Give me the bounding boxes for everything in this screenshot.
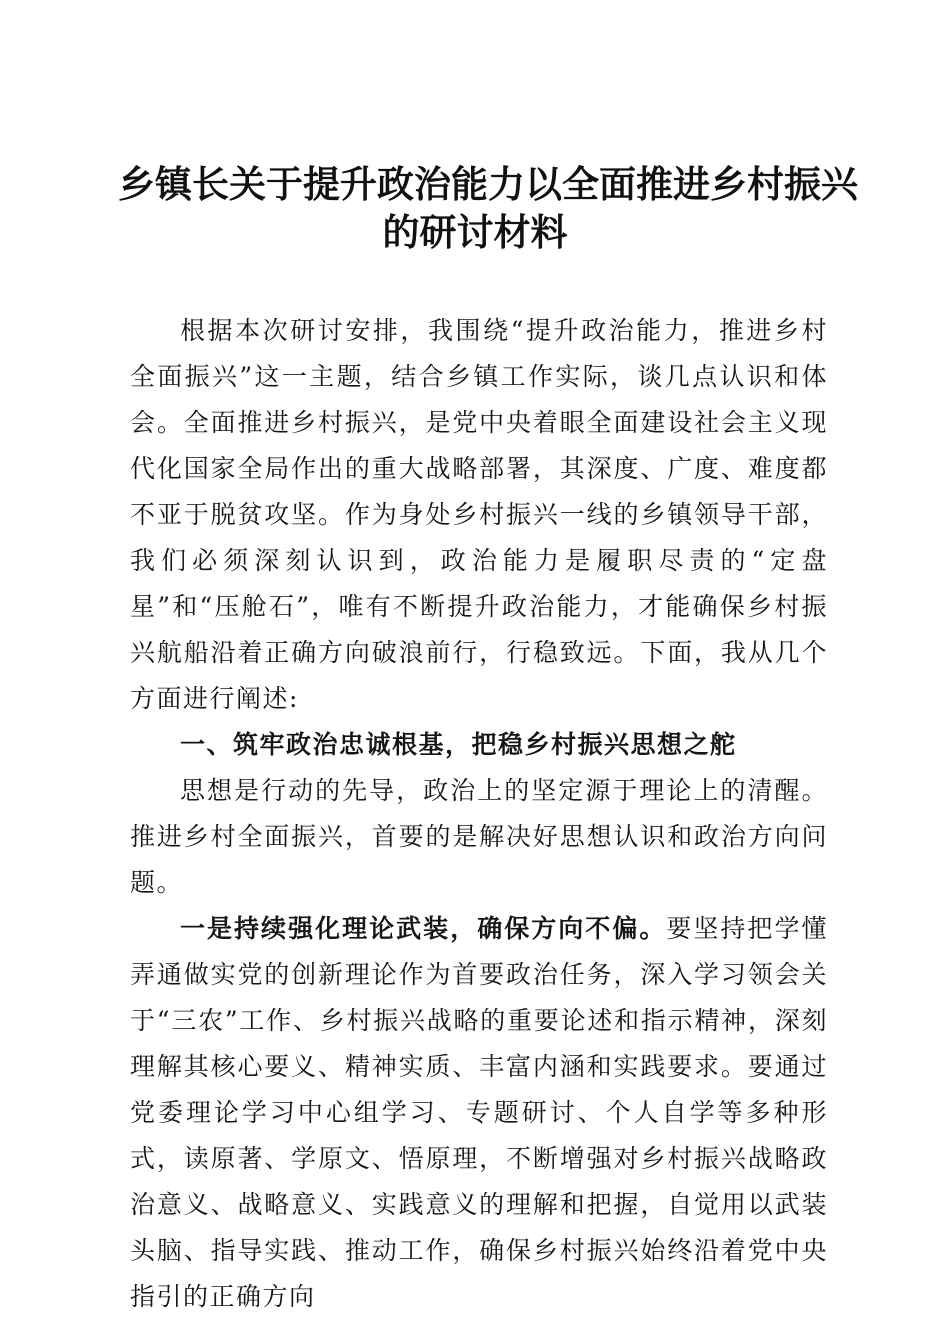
section-1-heading: 一、筑牢政治忠诚根基，把稳乡村振兴思想之舵 xyxy=(180,730,737,759)
title-line-1: 乡镇长关于提升政治能力以全面推进乡村振兴 xyxy=(118,162,858,206)
point-1-body: 要坚持把学懂弄通做实党的创新理论作为首要政治任务，深入学习领会关于“三农”工作、乡村振兴战略的重要论述和指示精神，深刻理解其核心要义、精神实质、丰富内涵和实践要求。要通过党委理论学习中心组学习、专题研讨、个人自学等多种形式，读原著、学原文、悟原理，不断增强对乡村振兴战略政治意义、战略意义、实践意义的理解和把握，自觉用以武装头脑、指导实践、推动工作，确保乡村振兴始终沿着党中央指引的正确方向 xyxy=(130,914,828,1311)
title-line-2: 的研讨材料 xyxy=(382,210,568,254)
document-body xyxy=(130,308,828,1320)
point-1-lead: 一是持续强化理论武装，确保方向不偏。 xyxy=(180,914,667,943)
point-1-paragraph xyxy=(130,906,828,1320)
document-title xyxy=(118,160,858,256)
section-1-intro-paragraph: 思想是行动的先导，政治上的坚定源于理论上的清醒。推进乡村全面振兴，首要的是解决好思想认识和政治方向问题。 xyxy=(130,776,828,897)
intro-paragraph: 根据本次研讨安排，我围绕“提升政治能力，推进乡村全面振兴”这一主题，结合乡镇工作实际，谈几点认识和体会。全面推进乡村振兴，是党中央着眼全面建设社会主义现代化国家全局作出的重大战略部署，其深度、广度、难度都不亚于脱贫攻坚。作为身处乡村振兴一线的乡镇领导干部，我们必须深刻认识到，政治能力是履职尽责的“定盘星”和“压舱石”，唯有不断提升政治能力，才能确保乡村振兴航船沿着正确方向破浪前行，行稳致远。下面，我从几个方面进行阐述: xyxy=(130,316,828,713)
